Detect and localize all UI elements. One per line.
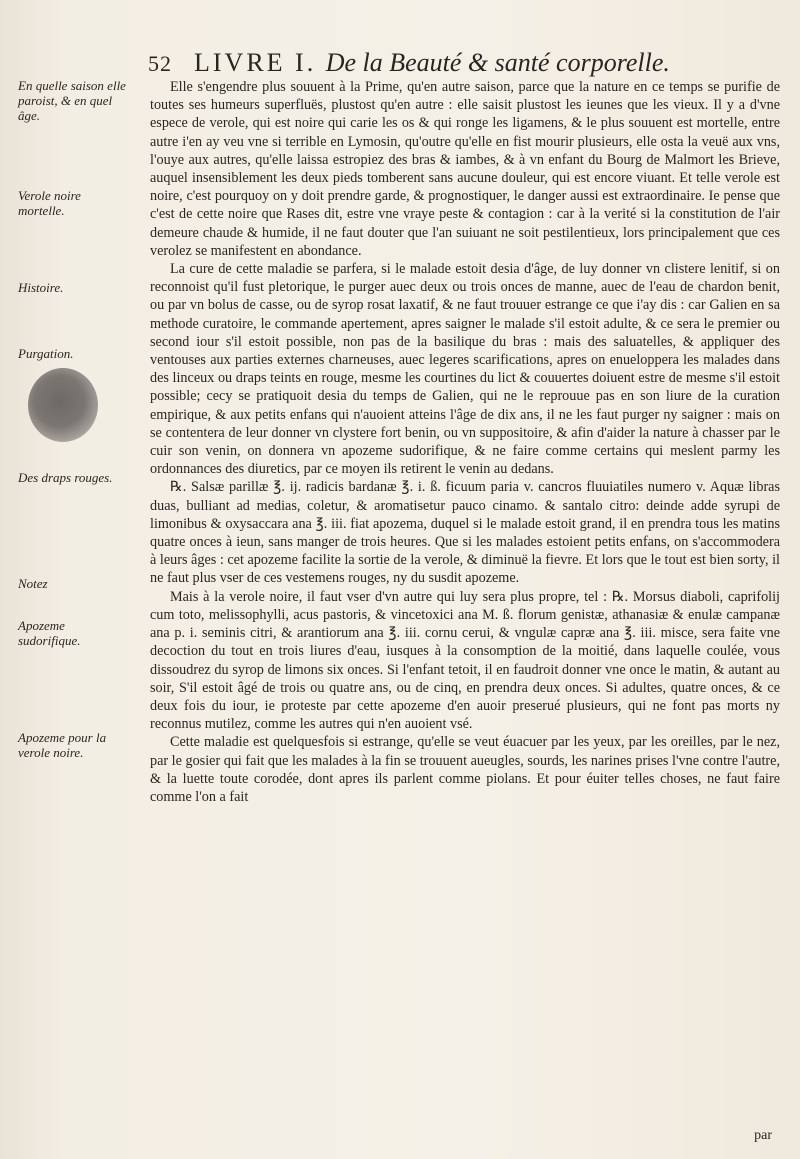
ink-stain [28, 368, 98, 442]
running-subtitle: De la Beauté & santé corporelle. [325, 48, 670, 77]
margin-note: Apozeme pour la verole noire. [18, 730, 107, 760]
running-header [148, 48, 778, 82]
paragraph: Elle s'engendre plus souuent à la Prime, qu'en autre saison, parce que la nature en ce temps se purifie de toutes ses humeurs superfluës, plustost qu'en autre : elle saisit plustost les ieunes que les vieux. Il y a d'vne espece de verole, qui est noire qui carie les os & qui ronge les ligamens, & le plus souuent est mortelle, entre autre i'en ay veu vne si terrible en Lymosin, qu'outre qu'elle en fist mourir plusieurs, elle osta la veuë aux vns, l'ouye aux autres, qu'elle laissa estropiez des bras & iambes, & à vn enfant du Bourg de Malmort les Brieve, auquel insensiblement les deux pieds tomberent sans aucune douleur, qui est encore viuant. Et telle verole est noire, c'est pourquoy on y doit prendre garde, & prognostiquer, le danger aussi est extraordinaire. Ie pense que c'est de cette noire que Rases dit, estre vne vraye peste & contagion : car à la verité si la constitution de l'air demeure chaude & humide, il ne faut douter que l'an suiuant ne soit pestilentieux, lors principalement que ces verolez se manifestent en abondance. [150, 79, 780, 259]
running-title [194, 48, 670, 78]
body-text [150, 78, 780, 1148]
margin-note: En quelle saison elle paroist, & en quel âge. [18, 78, 126, 123]
recipe-paragraph: Mais à la verole noire, il faut vser d'vn autre qui luy sera plus propre, tel : ℞. Morsus diaboli, caprifolij cum toto, melissophylli, acus pastoris, & vincetoxici ana M. ß. florum genistæ, athanasiæ & enulæ campanæ ana p. i. seminis citri, & arantiorum ana ℥. iii. cornu cerui, & vngulæ capræ ana ℥. iii. misce, sera faite vne decoction du tout en trois liures d'eau, iusques à la consomption de la moitié, dans laquelle coulée, vous dissoudrez du syrop de limons six onces. Si l'enfant tetoit, il en faudroit donner vne once le matin, & autant au soir, S'il estoit âgé de trois ou quatre ans, ou de cinq, en prendra deux onces. Si adultes, quatre onces, & ce deux fois du iour, ie proteste par cette apozeme d'en auoir preserué plusieurs, qui ne font pas morts ny reconnus mutilez, comme les autres qui n'en auoient vsé. [150, 588, 780, 733]
paragraph: La cure de cette maladie se parfera, si le malade estoit desia d'âge, de luy donner vn clistere lenitif, si on reconnoist qu'il fust pletorique, le purger auec deux ou trois onces de manne, auec de l'eau de chardon benit, ou par vn bolus de casse, ou de syrop rosat laxatif, & ne faut trouuer estrange ce que i'ay dis : car Galien en sa methode curatoire, le commande apertement, apres saigner le malade s'il estoit adulte, & ce sera le premier ou second iour s'il estoit possible, non pas de la basilique du bras : mais des saluatelles, & appliquer des ventouses aux parties externes charneuses, auec legeres scarifications, apres on enueloppera les malades dans des linceux ou draps teints en rouge, mesme les courtines du lict & couuertes doiuent estre de mesme s'il estoit possible; cecy se pratiquoit desia du temps de Galien, qui ne le reprouue pas en son liure de la curation empirique, & aux petits enfans qui n'auoient atteins l'âge de dix ans, il ne les faut purger ny saigner : mais on se contentera de leur donner vn clystere fort benin, ou vn suppositoire, & afin d'aider la nature à chasser par le cuir son venin, on donnera vn apozeme sudorifique, & ne faire comme certains qui meslent parmy les ordonnances des diuretics, par ce moyen ils retirent le venin au dedans. [150, 261, 780, 478]
margin-note: Des draps rouges. [18, 470, 113, 485]
margin-notes [18, 70, 126, 1130]
book-label: LIVRE I. [194, 48, 317, 77]
margin-note: Histoire. [18, 280, 64, 295]
margin-note: Notez [18, 576, 48, 591]
page-number: 52 [148, 51, 172, 76]
margin-note: Purgation. [18, 346, 74, 361]
margin-note: Verole noire mortelle. [18, 188, 81, 218]
catchword: par [754, 1128, 772, 1143]
paragraph: Cette maladie est quelquesfois si estrange, qu'elle se veut éuacuer par les yeux, par les oreilles, par le nez, par le gosier qui fait que les malades à la fin se trouuent aueugles, sourds, les narines prises l'vne contre l'autre, & la luette toute corodée, dont apres ils parlent comme piolans. Et pour éuiter telles choses, ne faut faire comme l'on a fait [150, 734, 780, 805]
margin-note: Apozeme sudorifique. [18, 618, 81, 648]
recipe-paragraph: ℞. Salsæ parillæ ℥. ij. radicis bardanæ ℥. i. ß. ficuum paria v. cancros fluuiatiles numero v. Aquæ libras duas, bulliant ad medias, coletur, & aromatisetur pauco cinamo. & santalo citro: deinde adde syrupi de limonibus & oxysaccara ana ℥. iii. fiat apozema, duquel si le malade estoit grand, il en prendra tous les matins quatre onces à ieun, sans manger de trois heures. Que si les malades estoient petits enfans, on s'accommodera à leurs âges : cet apozeme facilite la sortie de la verole, & diminuë la fievre. Et lors que le tout est bien sorty, il ne faut plus vser de ces vestemens rouges, ny du susdit apozeme. [150, 479, 780, 587]
